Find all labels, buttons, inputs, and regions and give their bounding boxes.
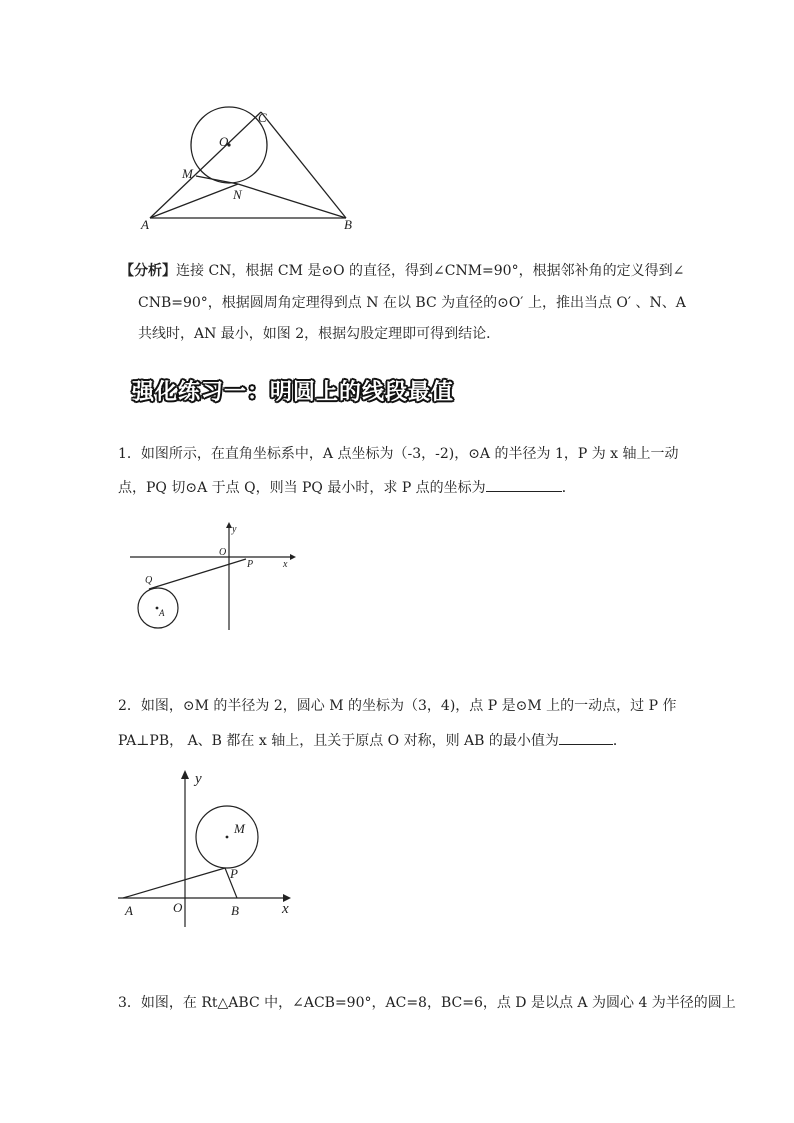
label-x: x: [282, 901, 289, 917]
analysis-line-2: CNB=90°，根据圆周角定理得到点 N 在以 BC 为直径的⊙O′ 上，推出当点 O′ 、N、A: [138, 295, 686, 311]
y-axis-arrow: [181, 770, 189, 779]
label-m: M: [182, 166, 193, 181]
q1-line-1: 1．如图所示，在直角坐标系中，A 点坐标为（-3，-2)，⊙A 的半径为 1，P 为 x 轴上一动: [118, 446, 679, 462]
label-o: O: [219, 547, 227, 558]
q2-answer-blank[interactable]: [559, 732, 613, 745]
section-heading: 强化练习一：明圆上的线段最值: [132, 380, 455, 405]
segment-pa: [123, 868, 225, 898]
label-b: B: [344, 217, 352, 232]
label-a: A: [125, 903, 133, 918]
q3-line-1: 3．如图，在 Rt△ABC 中，∠ACB=90°，AC=8，BC=6，点 D 是以点 A 为圆心 4 为半径的圆上: [118, 995, 736, 1011]
q1-line-2: [118, 479, 576, 495]
figure-1-circle-triangle: [130, 100, 370, 240]
label-o: O: [173, 900, 183, 915]
segment-nb: [238, 184, 346, 218]
segment-ac: [150, 112, 261, 218]
q2-end: ．: [612, 733, 627, 749]
center-dot-m: [226, 836, 229, 839]
segment-mn: [196, 176, 238, 184]
analysis-line-1: [120, 264, 684, 278]
segment-bc: [261, 112, 346, 218]
analysis-line-3: 共线时，AN 最小，如图 2，根据勾股定理即可得到结论．: [138, 326, 501, 342]
label-p: P: [247, 559, 254, 570]
label-m: M: [234, 821, 245, 836]
q1-end: ．: [561, 480, 576, 496]
label-a: A: [141, 217, 149, 232]
label-b: B: [231, 903, 239, 918]
label-y: y: [232, 524, 237, 535]
segment-pq: [149, 559, 246, 589]
q2-text-2: PA⊥PB， A、B 都在 x 轴上，且关于原点 O 对称，则 AB 的最小值为: [118, 733, 559, 749]
segment-an: [150, 184, 238, 218]
label-c: C: [258, 110, 267, 125]
label-x: x: [283, 559, 288, 570]
label-a: A: [159, 608, 165, 618]
label-y: y: [195, 771, 202, 787]
figure-q1-coordinate: [125, 520, 300, 635]
q1-text-2: 点，PQ 切⊙A 于点 Q，则当 PQ 最小时，求 P 点的坐标为: [118, 480, 486, 496]
q2-line-1: 2．如图，⊙M 的半径为 2，圆心 M 的坐标为（3，4)，点 P 是⊙M 上的一动点，过 P 作: [118, 698, 677, 714]
label-q: Q: [145, 575, 153, 586]
label-p: P: [230, 866, 238, 881]
figure-q2-coordinate: [115, 765, 305, 935]
q1-answer-blank[interactable]: [486, 479, 562, 492]
center-dot-a: [156, 607, 159, 610]
analysis-text-1: 连接 CN，根据 CM 是⊙O 的直径，得到∠CNM=90°，根据邻补角的定义得到∠: [176, 263, 685, 279]
q2-line-2: [118, 732, 627, 748]
label-o: O: [219, 134, 229, 149]
analysis-tag: 【分析】: [120, 263, 176, 279]
x-axis-arrow: [290, 554, 296, 560]
label-n: N: [233, 187, 242, 202]
